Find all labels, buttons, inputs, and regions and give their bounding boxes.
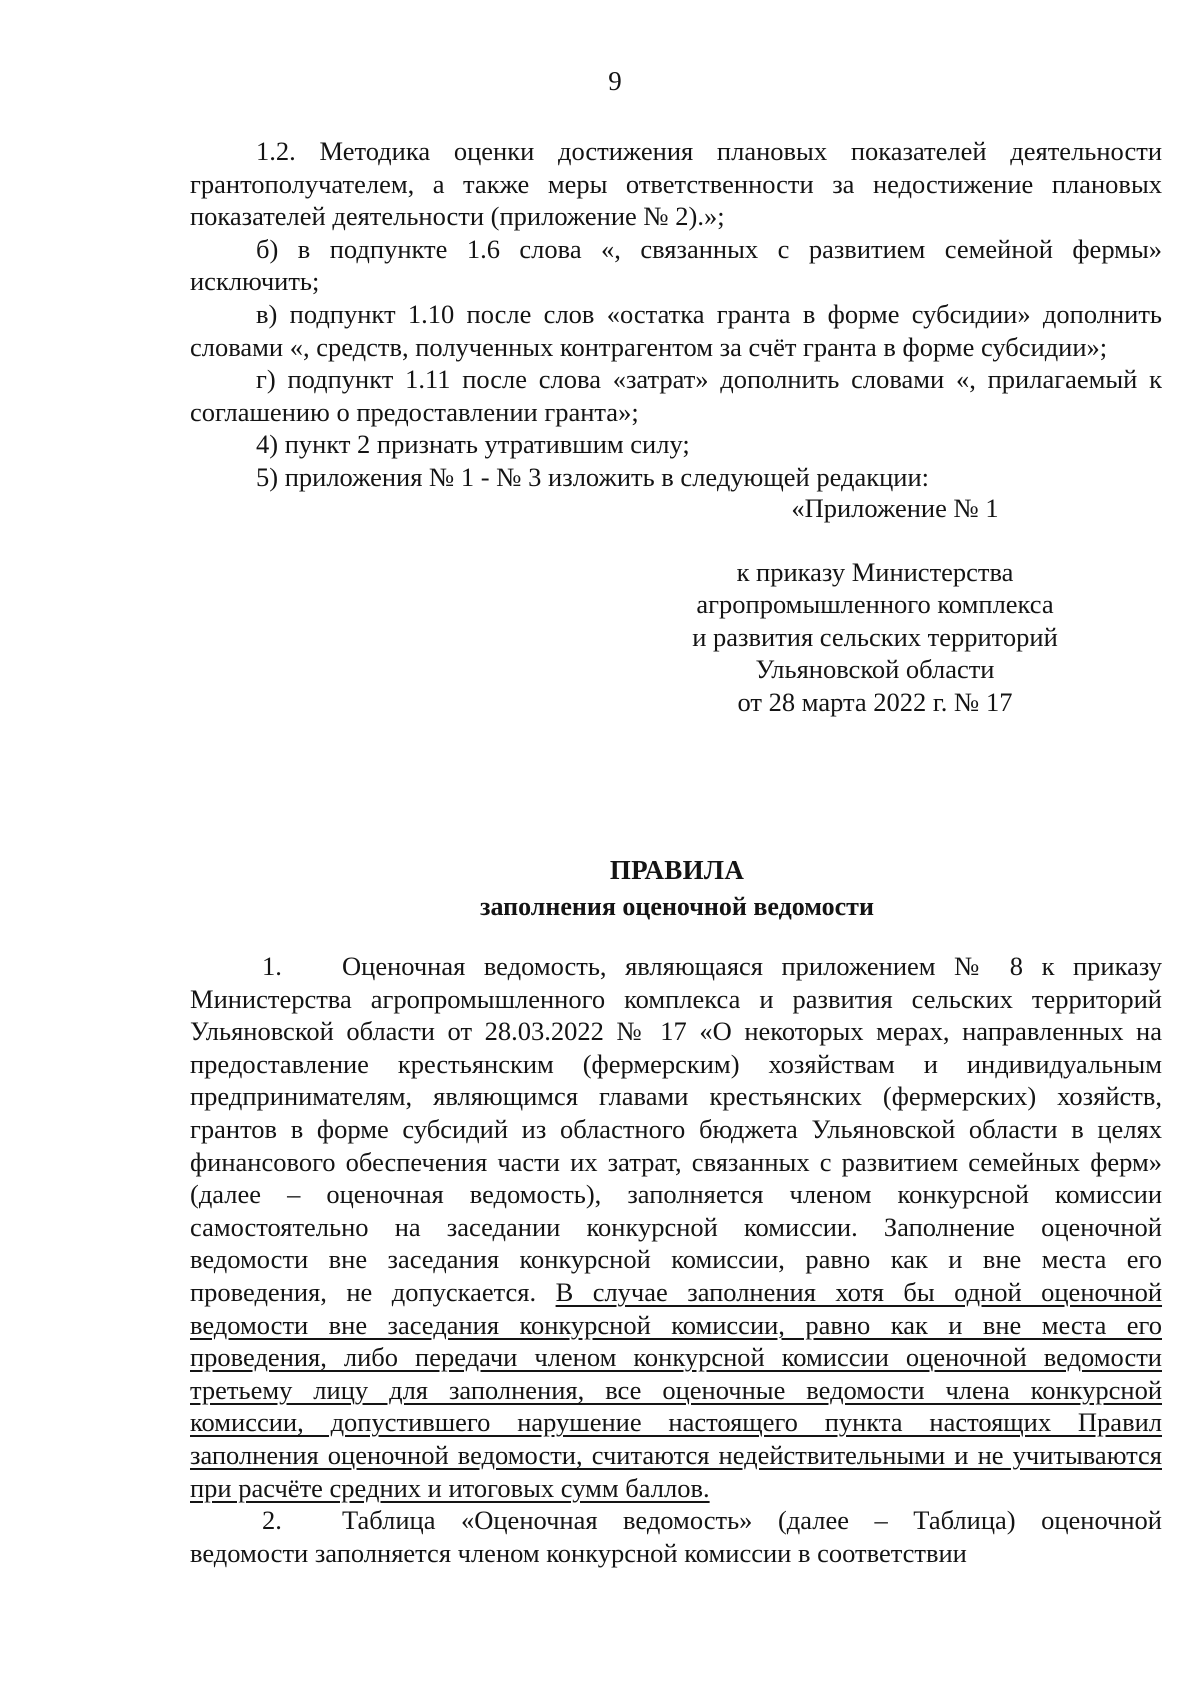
appendix-caption (650, 556, 1100, 718)
amendment-paragraph: 5) приложения № 1 - № 3 изложить в следующей редакции: (256, 461, 930, 492)
appendix-caption-line: агропромышленного комплекса (696, 589, 1054, 620)
rules-item (190, 950, 1162, 1504)
amendment-paragraph: 1.2. Методика оценки достижения плановых показателей деятельности грантополучателем, а также меры ответственности за недостижение плановых показателей деятельности (приложение № 2).»; (190, 136, 1162, 232)
appendix-caption-line: к приказу Министерства (736, 557, 1014, 587)
appendix-header: «Приложение № 1 (791, 493, 999, 523)
rules-subtitle: заполнения оценочной ведомости (480, 892, 874, 921)
rules-item (190, 1504, 1162, 1569)
rules-item-underlined-text: В случае заполнения хотя бы одной оценочной ведомости вне заседания конкурсной комиссии, равно как и вне места его проведения, либо передачи членом конкурсной комиссии оценочной ведомости третьему лицу для заполнения, все оценочные ведомости члена конкурсной комиссии, допустившего нарушение настоящего пункта настоящих Правил заполнения оценочной ведомости, считаются недействительными и не учитываются при расчёте средних и итоговых сумм баллов. (190, 1276, 1163, 1503)
amendment-paragraph: б) в подпункте 1.6 слова «, связанных с развитием семейной фермы» исключить; (190, 233, 1162, 297)
rules-item-number: 1. (262, 951, 282, 981)
appendix-caption-line: Ульяновской области (755, 654, 995, 685)
appendix-caption-line: и развития сельских территорий (692, 621, 1058, 652)
amendments-section (190, 135, 1162, 494)
rules-title: ПРАВИЛА (609, 855, 745, 885)
rules-section (190, 950, 1162, 1569)
rules-item-text: Оценочная ведомость, являющаяся приложением № 8 к приказу Министерства агропромышленного комплекса и развития сельских территорий Ульяновской области от 28.03.2022 № 17 «О некоторых мерах, направленных на предоставление крестьянским (фермерским) хозяйствам и индивидуальным предпринимателям, являющимся главами крестьянских (фермерских) хозяйств, грантов в форме субсидий из областного бюджета Ульяновской области в целях финансового обеспечения части их затрат, связанных с развитием семейных ферм» (далее – оценочная ведомость), заполняется членом конкурсной комиссии самостоятельно на заседании конкурсной комиссии. Заполнение оценочной ведомости вне заседания конкурсной комиссии, равно как и вне места его проведения, не допускается. (190, 951, 1162, 1307)
page-number: 9 (608, 66, 622, 96)
rules-item-text: Таблица «Оценочная ведомость» (далее – Таблица) оценочной ведомости заполняется членом конкурсной комиссии в соответствии (190, 1505, 1162, 1568)
appendix-caption-line: от 28 марта 2022 г. № 17 (737, 686, 1013, 717)
amendment-paragraph: в) подпункт 1.10 после слов «остатка гранта в форме субсидии» дополнить словами «, средств, полученных контрагентом за счёт гранта в форме субсидии»; (190, 298, 1162, 362)
amendment-paragraph: 4) пункт 2 признать утратившим силу; (256, 429, 690, 460)
rules-item-number: 2. (262, 1505, 282, 1536)
amendment-paragraph: г) подпункт 1.11 после слова «затрат» дополнить словами «, прилагаемый к соглашению о предоставлении гранта»; (190, 364, 1162, 427)
